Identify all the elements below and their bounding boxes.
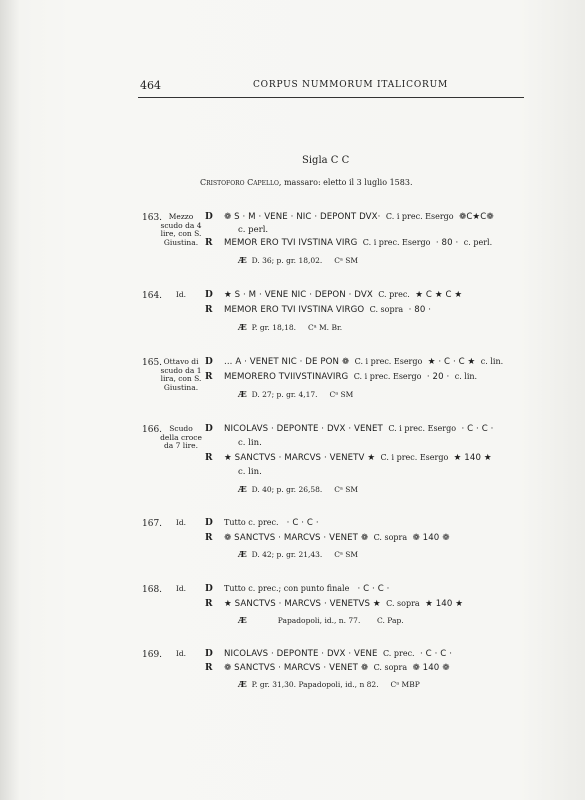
reverse-note: C. sopra [373,533,408,542]
specimen-info [238,550,358,560]
entry-description: Id. [175,518,187,527]
exergue-mark: ❁ 140 ❁ [412,533,450,543]
reverse-note: C. i prec. Esergo [353,372,422,381]
reverse-marker: R [205,453,213,463]
reverse-legend: ★ SANCTVS · MARCVS · VENETV ★ [224,453,376,463]
obverse-marker: D [205,357,213,367]
weight-info: D. 36; p. gr. 18,02. [251,256,323,265]
reverse-marker: R [205,533,213,543]
entry-description: Id. [175,290,187,299]
weight-info: D. 40; p. gr. 26,58. [251,485,323,494]
obverse-note: C. i prec. Esergo [388,424,457,433]
reverse-marker: R [205,305,213,315]
obverse-legend: NICOLAVS · DEPONTE · DVX · VENET [224,424,383,434]
collection: Cᵃ M. Br. [307,323,343,332]
specimen-info [238,323,342,333]
obverse-marker: D [205,290,213,300]
exergue-mark: · 80 · [408,305,432,315]
weight-info: Papadopoli, id., n. 77. [277,616,361,625]
entry-number: 167. [142,519,163,529]
obverse-marker: D [205,212,213,222]
section-heading: Sigla C C [302,155,350,166]
collection: Cᵃ SM [329,390,354,399]
obverse-line [224,357,503,367]
specimen-info [238,485,358,495]
obverse-text: Tutto c. prec.; con punto finale [224,584,350,593]
obverse-line [224,424,493,434]
entry-number: 166. [142,425,163,435]
obverse-line [224,584,389,594]
reverse-note: C. i prec. Esergo [362,238,431,247]
master-note: , massaro: eletto il 3 luglio 1583. [278,178,413,187]
obverse-line [224,212,494,222]
entry-description: Id. [175,584,187,593]
collection: Cᵃ MBP [390,680,420,689]
entry-description: Ottavo di scudo da 1 lira, con S. Giustina. [160,357,202,392]
reverse-legend: ★ SANCTVS · MARCVS · VENETVS ★ [224,599,381,609]
reverse-marker: R [205,372,213,382]
entry-number: 163. [142,213,163,223]
reverse-marker: R [205,238,213,248]
specimen-info [238,390,353,400]
running-title: CORPUS NUMMORUM ITALICORUM [253,80,448,90]
reverse-line [224,599,463,609]
exergue-mark: · 20 · [426,372,450,382]
metal-symbol: Æ [238,550,247,560]
collection: Cᵃ SM [334,256,359,265]
reverse-marker: R [205,599,213,609]
specimen-info [238,616,404,626]
metal-symbol: Æ [238,680,247,690]
obverse-marker: D [205,649,213,659]
exergue-mark: ❁C★C❁ [459,212,494,222]
obverse-note: C. prec. [382,649,415,658]
exergue-mark: ★ · C · C ★ [427,357,476,367]
collection: C. Pap. [377,616,404,625]
obverse-end: c. lin. [480,357,504,366]
reverse-line [224,372,477,382]
page-number: 464 [140,79,161,92]
reverse-note: C. sopra [386,599,420,608]
entry-number: 168. [142,585,163,595]
obverse-text: Tutto c. prec. [224,518,279,527]
exergue-mark: ★ C ★ C ★ [415,290,463,300]
specimen-info [238,680,420,690]
metal-symbol: Æ [238,323,247,333]
master-name: Cristoforo Capello [200,178,279,187]
reverse-end: c. perl. [463,238,493,247]
reverse-legend: ❁ SANCTVS · MARCVS · VENET ❁ [224,533,369,543]
exergue-mark: · C · C · [420,649,453,659]
section-subtitle [200,178,413,187]
exergue-mark: · C · C · [461,424,494,434]
reverse-end: c. lin. [454,372,478,381]
weight-info: D. 27; p. gr. 4,17. [251,390,318,399]
reverse-line [224,663,450,673]
collection: Cᵃ SM [334,485,359,494]
obverse-note: C. i prec. Esergo [385,212,454,221]
obverse-continuation: c. lin. [238,438,262,448]
obverse-legend: ❁ S · M · VENE · NIC · DEPONT DVX· [224,212,381,222]
reverse-line [224,238,492,248]
obverse-line [224,290,462,300]
reverse-continuation: c. lin. [238,467,262,477]
obverse-legend: NICOLAVS · DEPONTE · DVX · VENE [224,649,378,659]
obverse-note: C. prec. [378,290,410,299]
obverse-legend: ★ S · M · VENE NIC · DEPON · DVX [224,290,373,300]
exergue-mark: · C · C · [286,518,319,528]
obverse-marker: D [205,584,213,594]
specimen-info [238,256,358,266]
entry-description: Mezzo scudo da 4 lire, con S. Giustina. [160,212,202,247]
metal-symbol: Æ [238,256,247,266]
entry-number: 164. [142,291,163,301]
obverse-marker: D [205,424,213,434]
obverse-line [224,518,319,528]
reverse-note: C. sopra [373,663,408,672]
exergue-mark: ❁ 140 ❁ [412,663,450,673]
reverse-line [224,533,450,543]
weight-info: D. 42; p. gr. 21,43. [251,550,323,559]
reverse-legend: MEMOR ERO TVI IVSTINA VIRG [224,238,358,248]
header-rule [138,97,524,98]
exergue-mark: · 80 · [435,238,459,248]
reverse-legend: ❁ SANCTVS · MARCVS · VENET ❁ [224,663,369,673]
obverse-marker: D [205,518,213,528]
exergue-mark: ★ 140 ★ [425,599,464,609]
obverse-note: C. i prec. Esergo [354,357,423,366]
weight-info: P. gr. 31,30. Papadopoli, id., n 82. [251,680,379,689]
reverse-legend: MEMOR ERO TVI IVSTINA VIRGO [224,305,365,315]
exergue-mark: ★ 140 ★ [453,453,492,463]
weight-info: P. gr. 18,18. [251,323,297,332]
obverse-legend: ... A · VENET NIC · DE PON ❁ [224,357,350,367]
reverse-line [224,453,492,463]
reverse-note: C. i prec. Esergo [380,453,449,462]
entry-description: Scudo della croce da 7 lire. [160,424,202,450]
obverse-continuation: c. perl. [238,225,269,235]
reverse-legend: MEMORERO TVIIVSTINAVIRG [224,372,349,382]
collection: Cᵃ SM [334,550,359,559]
entry-number: 169. [142,650,163,660]
metal-symbol: Æ [238,390,247,400]
entry-description: Id. [175,649,187,658]
reverse-note: C. sopra [369,305,404,314]
metal-symbol: Æ [238,616,247,626]
exergue-mark: · C · C · [357,584,390,594]
reverse-line [224,305,431,315]
reverse-marker: R [205,663,213,673]
metal-symbol: Æ [238,485,247,495]
obverse-line [224,649,452,659]
entry-number: 165. [142,358,163,368]
